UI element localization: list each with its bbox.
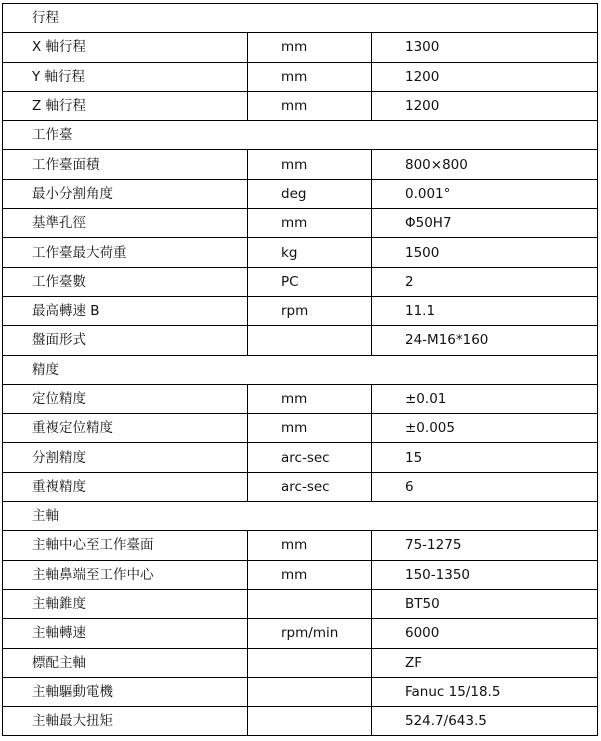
spec-unit-cell: rpm/min xyxy=(248,619,372,648)
spec-value-cell: BT50 xyxy=(372,589,598,618)
spec-value-cell: ZF xyxy=(372,648,598,677)
table-row xyxy=(3,414,598,443)
table-row xyxy=(3,648,598,677)
spec-value-cell: 11.1 xyxy=(372,296,598,325)
spec-unit-cell: deg xyxy=(248,179,372,208)
spec-unit-cell: arc-sec xyxy=(248,472,372,501)
section-title: 精度 xyxy=(3,355,598,384)
spec-name-cell: 盤面形式 xyxy=(3,326,248,355)
spec-name-cell: 工作臺最大荷重 xyxy=(3,238,248,267)
table-row xyxy=(3,150,598,179)
section-title: 行程 xyxy=(3,4,598,33)
spec-unit-cell: mm xyxy=(248,150,372,179)
spec-name-cell: 最高轉速 B xyxy=(3,296,248,325)
table-row xyxy=(3,443,598,472)
table-row xyxy=(3,560,598,589)
table-row xyxy=(3,62,598,91)
spec-unit-cell: mm xyxy=(248,414,372,443)
spec-unit-cell: rpm xyxy=(248,296,372,325)
spec-value-cell: 1300 xyxy=(372,33,598,62)
spec-name-cell: 工作臺面積 xyxy=(3,150,248,179)
spec-value-cell: 6000 xyxy=(372,619,598,648)
spec-unit-cell: mm xyxy=(248,384,372,413)
table-row xyxy=(3,619,598,648)
spec-unit-cell xyxy=(248,326,372,355)
spec-name-cell: 主軸錐度 xyxy=(3,589,248,618)
spec-value-cell: 1500 xyxy=(372,238,598,267)
table-row xyxy=(3,707,598,736)
spec-name-cell: 主軸最大扭矩 xyxy=(3,707,248,736)
spec-value-cell: 524.7/643.5 xyxy=(372,707,598,736)
spec-value-cell: 75-1275 xyxy=(372,531,598,560)
spec-value-cell: 1200 xyxy=(372,91,598,120)
spec-unit-cell xyxy=(248,677,372,706)
spec-value-cell: 800×800 xyxy=(372,150,598,179)
spec-name-cell: 最小分割角度 xyxy=(3,179,248,208)
spec-name-cell: 重複精度 xyxy=(3,472,248,501)
spec-value-cell: ±0.005 xyxy=(372,414,598,443)
spec-unit-cell: mm xyxy=(248,62,372,91)
table-row xyxy=(3,531,598,560)
spec-name-cell: 主軸鼻端至工作中心 xyxy=(3,560,248,589)
table-row xyxy=(3,677,598,706)
spec-name-cell: 工作臺數 xyxy=(3,267,248,296)
table-row xyxy=(3,472,598,501)
spec-unit-cell: mm xyxy=(248,91,372,120)
spec-value-cell: 6 xyxy=(372,472,598,501)
spec-unit-cell: mm xyxy=(248,33,372,62)
spec-unit-cell xyxy=(248,589,372,618)
table-row xyxy=(3,33,598,62)
spec-table xyxy=(2,3,598,736)
table-row xyxy=(3,296,598,325)
spec-name-cell: 分割精度 xyxy=(3,443,248,472)
spec-value-cell: 2 xyxy=(372,267,598,296)
spec-unit-cell: arc-sec xyxy=(248,443,372,472)
spec-name-cell: X 軸行程 xyxy=(3,33,248,62)
spec-table-body xyxy=(3,4,598,736)
spec-unit-cell: mm xyxy=(248,209,372,238)
section-header-row xyxy=(3,355,598,384)
spec-unit-cell xyxy=(248,707,372,736)
spec-unit-cell: mm xyxy=(248,560,372,589)
spec-value-cell: 15 xyxy=(372,443,598,472)
spec-name-cell: 重複定位精度 xyxy=(3,414,248,443)
section-title: 主軸 xyxy=(3,502,598,531)
spec-unit-cell xyxy=(248,648,372,677)
table-row xyxy=(3,589,598,618)
table-row xyxy=(3,238,598,267)
spec-value-cell: 150-1350 xyxy=(372,560,598,589)
spec-name-cell: Y 軸行程 xyxy=(3,62,248,91)
spec-value-cell: Φ50H7 xyxy=(372,209,598,238)
section-header-row xyxy=(3,121,598,150)
spec-unit-cell: PC xyxy=(248,267,372,296)
spec-name-cell: 主軸轉速 xyxy=(3,619,248,648)
spec-value-cell: 0.001° xyxy=(372,179,598,208)
spec-name-cell: 定位精度 xyxy=(3,384,248,413)
table-row xyxy=(3,267,598,296)
spec-name-cell: 基準孔徑 xyxy=(3,209,248,238)
section-header-row xyxy=(3,4,598,33)
spec-value-cell: Fanuc 15/18.5 xyxy=(372,677,598,706)
spec-value-cell: 24-M16*160 xyxy=(372,326,598,355)
spec-value-cell: 1200 xyxy=(372,62,598,91)
table-row xyxy=(3,326,598,355)
section-title: 工作臺 xyxy=(3,121,598,150)
table-row xyxy=(3,179,598,208)
spec-name-cell: Z 軸行程 xyxy=(3,91,248,120)
section-header-row xyxy=(3,502,598,531)
spec-name-cell: 標配主軸 xyxy=(3,648,248,677)
table-row xyxy=(3,384,598,413)
table-row xyxy=(3,209,598,238)
spec-unit-cell: mm xyxy=(248,531,372,560)
table-row xyxy=(3,91,598,120)
spec-unit-cell: kg xyxy=(248,238,372,267)
spec-value-cell: ±0.01 xyxy=(372,384,598,413)
spec-name-cell: 主軸驅動電機 xyxy=(3,677,248,706)
spec-name-cell: 主軸中心至工作臺面 xyxy=(3,531,248,560)
